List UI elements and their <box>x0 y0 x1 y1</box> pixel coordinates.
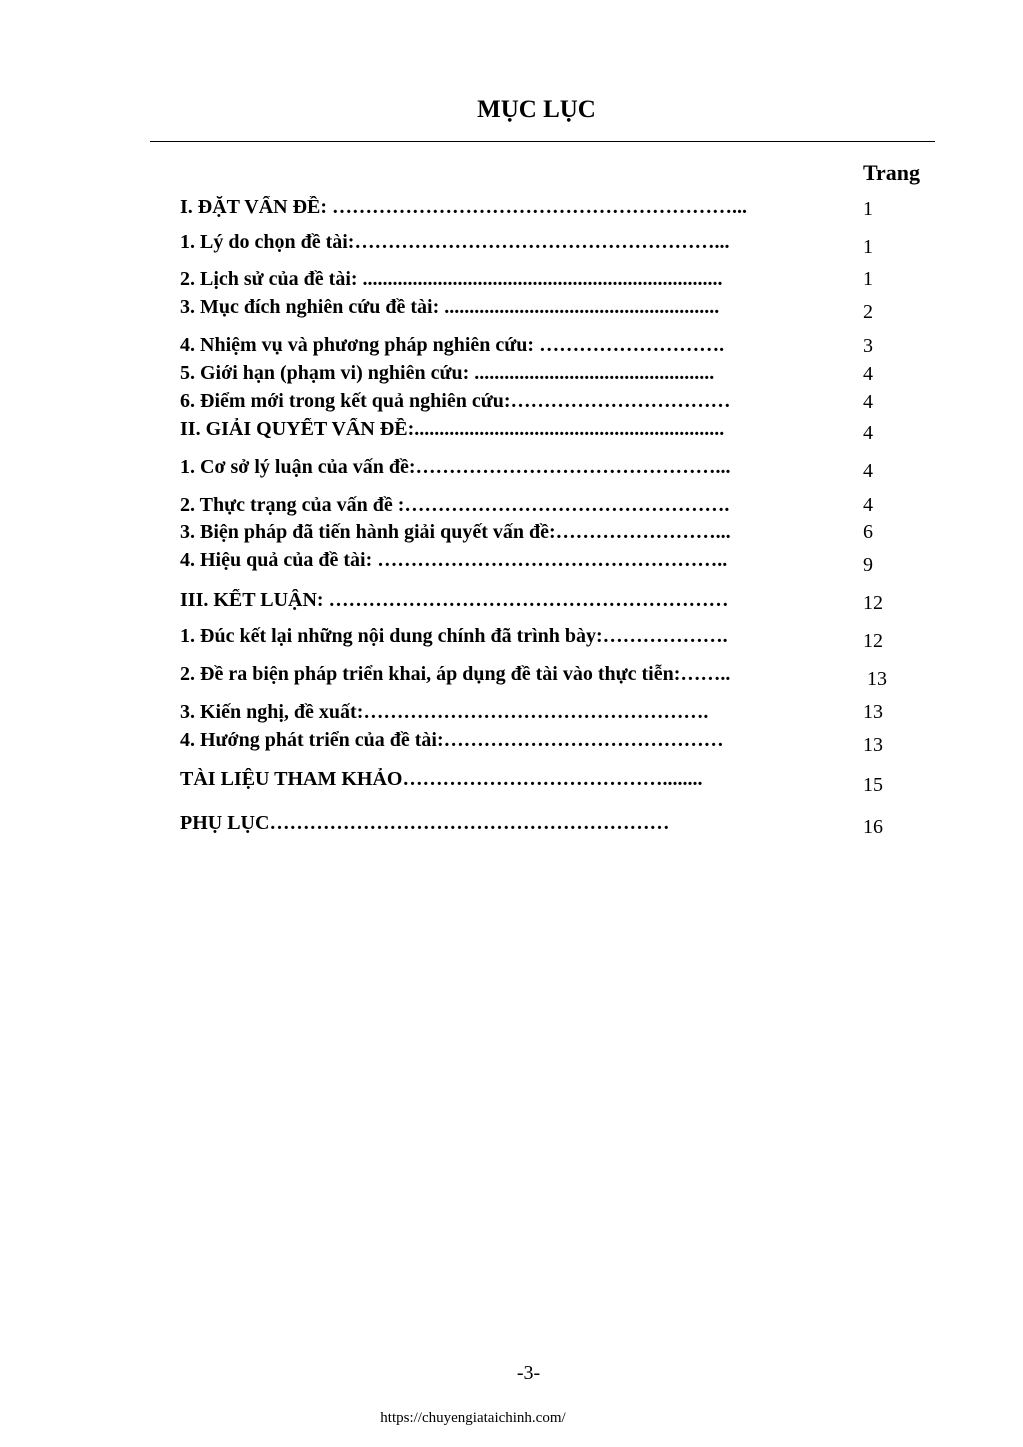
toc-entry <box>180 334 900 364</box>
toc-entry-page: 13 <box>867 668 887 690</box>
toc-entry <box>180 268 900 298</box>
toc-entry-page: 1 <box>863 268 873 290</box>
toc-entry-title: 3. Kiến nghị, đề xuất:……………………………………………. <box>180 701 709 723</box>
toc-entry <box>180 456 900 486</box>
toc-entry <box>180 521 900 551</box>
toc-entry <box>180 196 900 226</box>
toc-entry-title: 2. Lịch sử của đề tài: ........................................................................ <box>180 268 723 290</box>
toc-entry-page: 1 <box>863 198 873 220</box>
toc-entry <box>180 768 900 798</box>
toc-entry-title: II. GIẢI QUYẾT VẤN ĐỀ:.............................................................. <box>180 418 725 440</box>
title-divider <box>150 141 935 142</box>
toc-entry-page: 12 <box>863 592 883 614</box>
toc-entry-page: 15 <box>863 774 883 796</box>
toc-entry-title: III. KẾT LUẬN: …………………………………………………… <box>180 589 729 611</box>
toc-entry-title: 4. Hiệu quả của đề tài: …………………………………………….. <box>180 549 728 571</box>
page-number: -3- <box>516 1362 541 1384</box>
toc-entry-title: I. ĐẶT VẤN ĐỀ: ……………………………………………………... <box>180 196 748 218</box>
toc-entry-page: 16 <box>863 816 883 838</box>
toc-entry-title: 3. Biện pháp đã tiến hành giải quyết vấn đề:……………………... <box>180 521 731 543</box>
toc-entry-title: TÀI LIỆU THAM KHẢO…………………………………........ <box>180 768 703 790</box>
toc-entry-page: 4 <box>863 391 873 413</box>
toc-entry-page: 4 <box>863 422 873 444</box>
toc-entry-title: 2. Đề ra biện pháp triển khai, áp dụng đề tài vào thực tiễn:…….. <box>180 663 731 685</box>
toc-entry-page: 4 <box>863 494 873 516</box>
toc-entry-page: 13 <box>863 701 883 723</box>
toc-entry-page: 9 <box>863 554 873 576</box>
toc-entry <box>180 418 900 448</box>
toc-entry-page: 3 <box>863 335 873 357</box>
toc-entry-title: 3. Mục đích nghiên cứu đề tài: ....................................................... <box>180 296 720 318</box>
toc-entry <box>180 625 900 655</box>
toc-entry-page: 6 <box>863 521 873 543</box>
toc-entry-title: 4. Hướng phát triển của đề tài:…………………………………… <box>180 729 724 751</box>
toc-entry-title: 1. Lý do chọn đề tài:………………………………………………... <box>180 231 730 253</box>
page-column-label: Trang <box>863 160 921 185</box>
toc-entry-title: 1. Đúc kết lại những nội dung chính đã trình bày:………………. <box>180 625 728 647</box>
footer-url: https://chuyengiataichinh.com/ <box>380 1410 566 1426</box>
toc-entry-page: 4 <box>863 363 873 385</box>
toc-entry <box>180 231 900 261</box>
toc-entry-page: 1 <box>863 236 873 258</box>
toc-entry <box>180 390 900 420</box>
toc-entry <box>180 549 900 579</box>
toc-entry <box>180 362 900 392</box>
toc-entry-page: 2 <box>863 301 873 323</box>
toc-entry-title: 6. Điểm mới trong kết quả nghiên cứu:…………………………… <box>180 390 731 412</box>
toc-entry <box>180 494 900 524</box>
toc-entry-page: 12 <box>863 630 883 652</box>
toc-entry-title: 4. Nhiệm vụ và phương pháp nghiên cứu: ………………………. <box>180 334 725 356</box>
toc-entry <box>180 663 900 693</box>
toc-entry <box>180 296 900 326</box>
toc-entry <box>180 701 900 731</box>
toc-entry-title: 1. Cơ sở lý luận của vấn đề:………………………………………... <box>180 456 731 478</box>
toc-entry <box>180 729 900 759</box>
toc-entry-title: 2. Thực trạng của vấn đề :…………………………………………. <box>180 494 730 516</box>
page-title: MỤC LỤC <box>477 96 596 123</box>
toc-entry <box>180 812 900 842</box>
toc-entry <box>180 589 900 619</box>
toc-entry-title: 5. Giới hạn (phạm vi) nghiên cứu: ................................................ <box>180 362 715 384</box>
toc-entry-page: 13 <box>863 734 883 756</box>
toc-entry-page: 4 <box>863 460 873 482</box>
toc-entry-title: PHỤ LỤC…………………………………………………… <box>180 812 670 834</box>
